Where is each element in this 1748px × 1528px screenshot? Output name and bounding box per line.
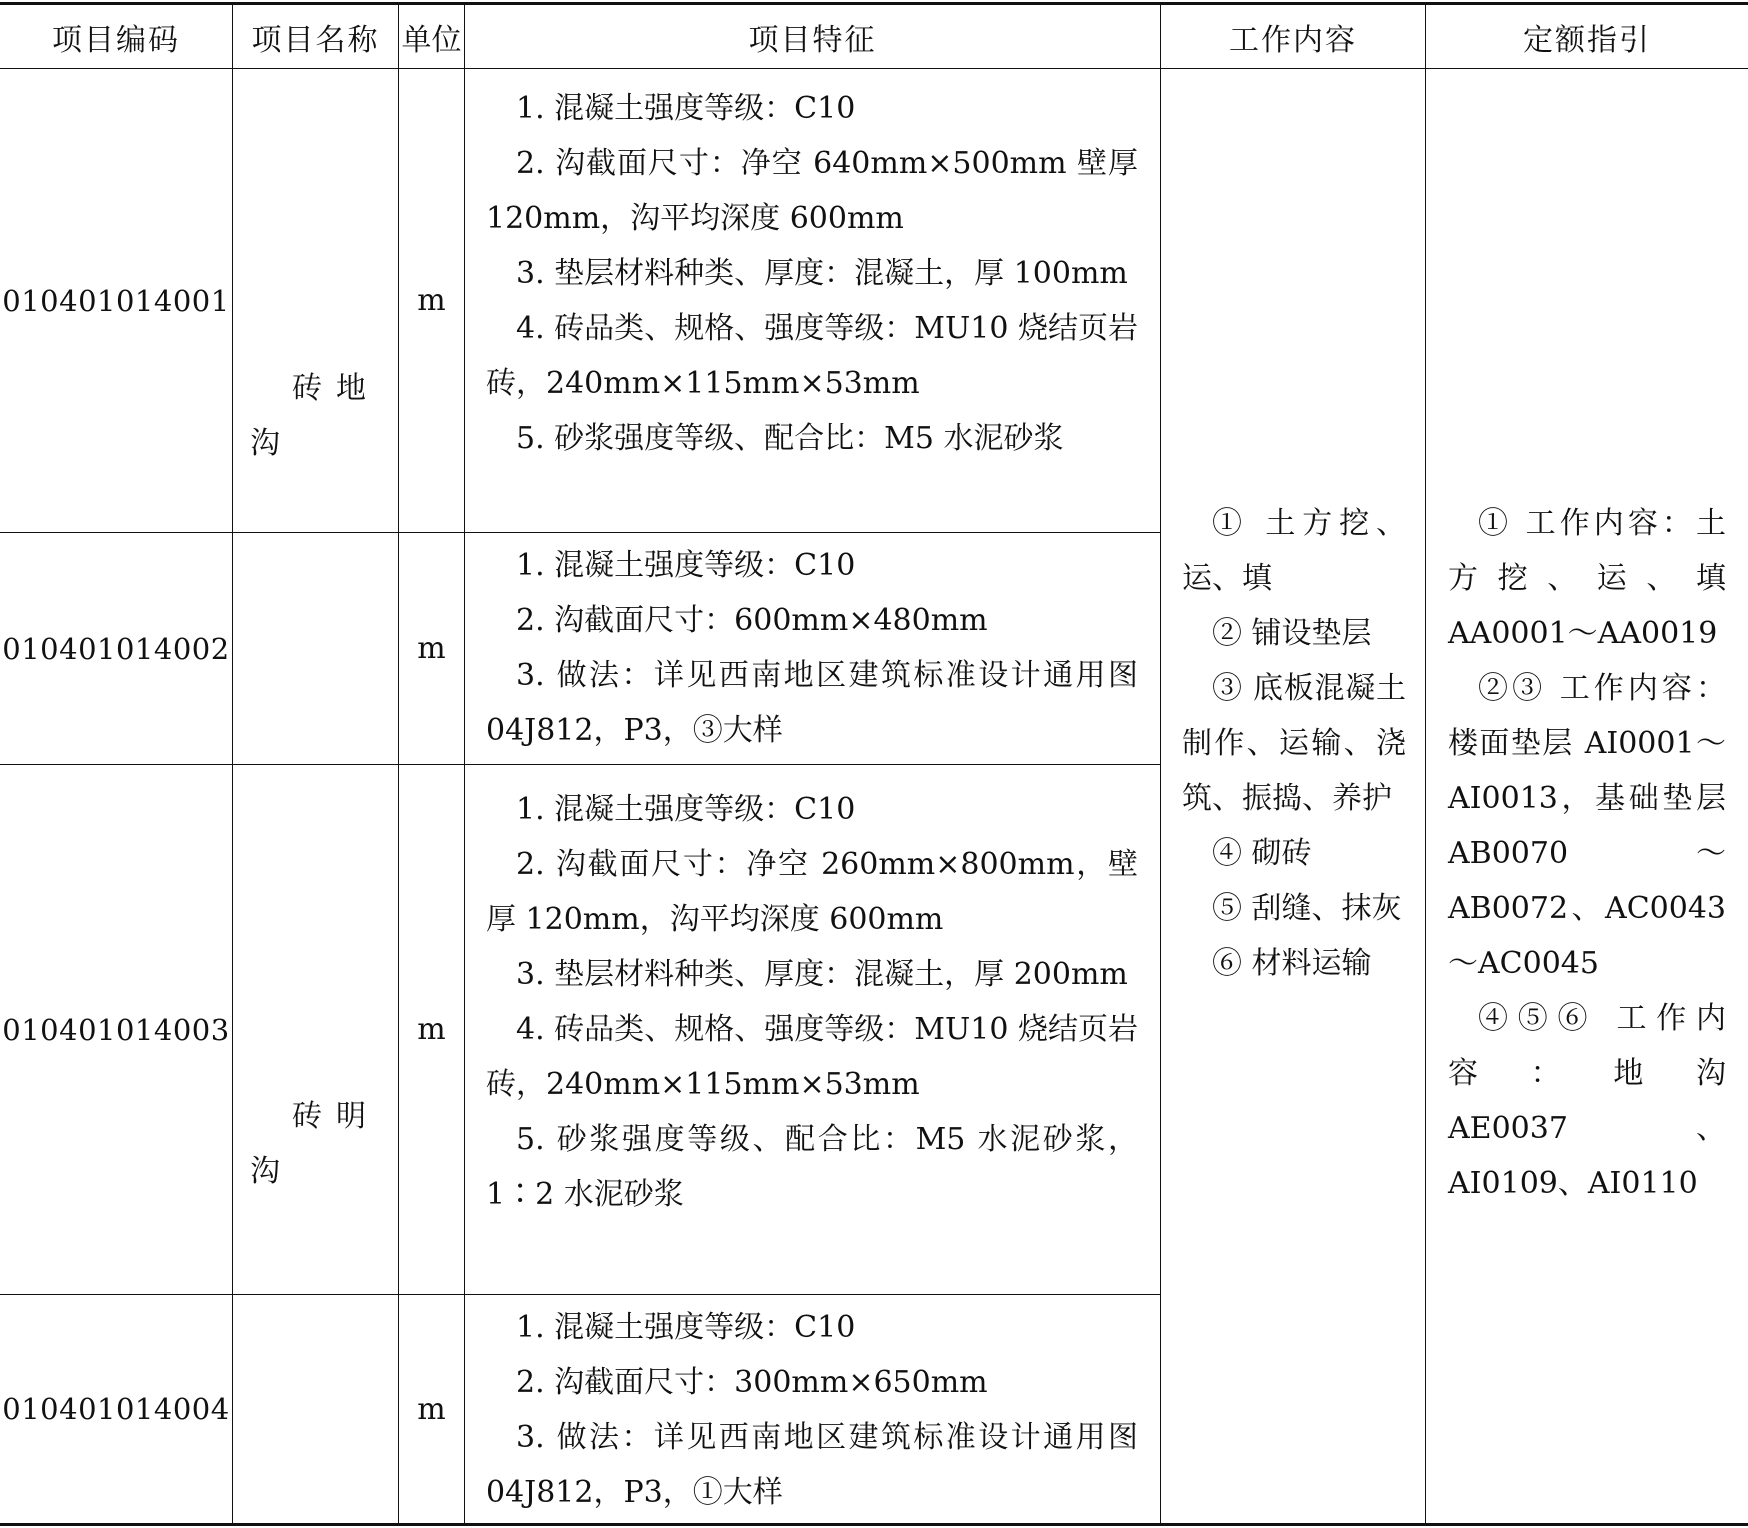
header-code: 项目编码: [52, 22, 180, 58]
header-name: 项目名称: [251, 22, 380, 58]
work-item: ③ 底板混凝土制作、运输、浇筑、振捣、养护: [1182, 671, 1406, 816]
header-unit: 单位: [401, 22, 462, 58]
features-cell: [486, 1300, 1138, 1520]
row-unit: m: [417, 1391, 446, 1427]
work-item: ② 铺设垫层: [1212, 616, 1372, 651]
column-divider: [232, 4, 233, 1525]
row-unit: m: [417, 283, 446, 318]
feature-line: 5. 砂浆强度等级、配合比：M5 水泥砂浆: [516, 421, 1064, 456]
work-item: ④ 砌砖: [1212, 836, 1312, 871]
item-name: [250, 361, 380, 471]
feature-line: 1. 混凝土强度等级：C10: [516, 1310, 856, 1345]
item-name-text: 砖地沟: [250, 371, 380, 461]
feature-line: 4. 砖品类、规格、强度等级：MU10 烧结页岩砖，240mm×115mm×53mm: [486, 311, 1138, 401]
column-divider: [1160, 4, 1161, 1525]
header-features: 项目特征: [748, 22, 877, 58]
features-cell: [486, 81, 1138, 466]
feature-line: 2. 沟截面尺寸：净空 260mm×800mm，壁厚 120mm，沟平均深度 600mm: [486, 847, 1138, 937]
feature-line: 1. 混凝土强度等级：C10: [516, 548, 856, 583]
header-work: 工作内容: [1229, 22, 1357, 58]
work-item: ⑥ 材料运输: [1212, 946, 1372, 981]
feature-line: 5. 砂浆强度等级、配合比：M5 水泥砂浆，1∶2 水泥砂浆: [486, 1122, 1138, 1212]
work-item: ⑤ 刮缝、抹灰: [1212, 891, 1402, 926]
quota-cell: [1448, 496, 1726, 1211]
column-divider: [464, 4, 465, 1525]
header-quota: 定额指引: [1523, 22, 1651, 58]
column-divider: [1425, 4, 1426, 1525]
row-code: 010401014001: [2, 283, 230, 318]
feature-line: 3. 垫层材料种类、厚度：混凝土，厚 200mm: [516, 957, 1128, 992]
work-item: ① 土方挖、运、填: [1182, 506, 1406, 596]
feature-line: 2. 沟截面尺寸：300mm×650mm: [516, 1365, 988, 1400]
row-unit: m: [417, 631, 446, 666]
row-unit: m: [417, 1012, 446, 1047]
quota-item: ④⑤⑥ 工作内容：地沟 AE0037、AI0109、AI0110: [1448, 1001, 1726, 1201]
work-content-cell: [1182, 496, 1406, 991]
feature-line: 2. 沟截面尺寸：净空 640mm×500mm 壁厚 120mm，沟平均深度 600mm: [486, 146, 1138, 236]
feature-line: 1. 混凝土强度等级：C10: [516, 792, 856, 827]
feature-line: 4. 砖品类、规格、强度等级：MU10 烧结页岩砖，240mm×115mm×53mm: [486, 1012, 1138, 1102]
row-code: 010401014004: [2, 1392, 230, 1426]
feature-line: 3. 垫层材料种类、厚度：混凝土，厚 100mm: [516, 256, 1128, 291]
quota-item: ②③ 工作内容：楼面垫层 AI0001～AI0013，基础垫层 AB0070～AB0072、AC0043～AC0045: [1448, 671, 1726, 981]
features-cell: [486, 538, 1138, 758]
row-code: 010401014003: [2, 1012, 230, 1047]
item-name-text: 砖明沟: [250, 1099, 380, 1189]
quota-item: ① 工作内容：土方挖、运、填 AA0001～AA0019: [1448, 506, 1726, 651]
feature-line: 3. 做法：详见西南地区建筑标准设计通用图 04J812，P3，①大样: [486, 1420, 1138, 1510]
table-bottom-rule: [0, 1523, 1748, 1526]
header-divider: [0, 68, 1748, 69]
item-name: [250, 1089, 380, 1199]
row-code: 010401014002: [2, 631, 230, 666]
feature-line: 2. 沟截面尺寸：600mm×480mm: [516, 603, 988, 638]
features-cell: [486, 782, 1138, 1222]
feature-line: 3. 做法：详见西南地区建筑标准设计通用图 04J812，P3，③大样: [486, 658, 1138, 748]
feature-line: 1. 混凝土强度等级：C10: [516, 91, 856, 126]
